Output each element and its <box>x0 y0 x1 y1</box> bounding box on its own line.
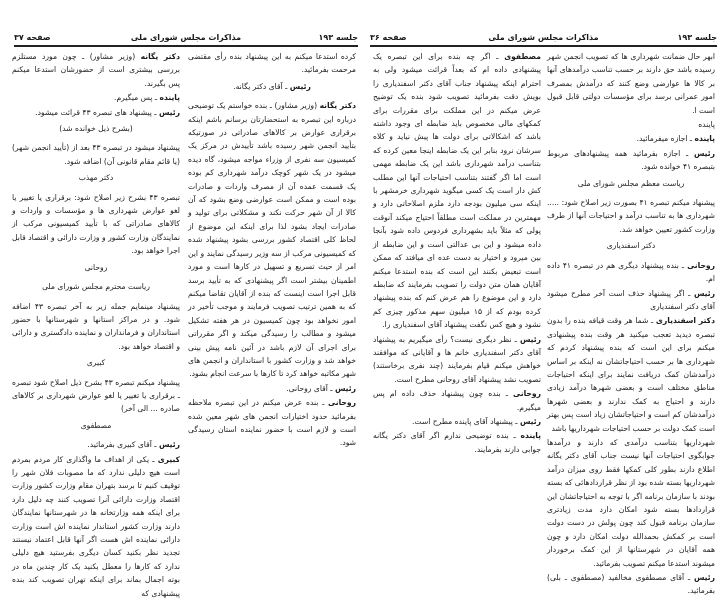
paragraph <box>373 415 541 428</box>
paragraph <box>547 132 715 145</box>
speaker-name: رئیس <box>693 288 715 298</box>
paragraph <box>188 80 356 93</box>
paragraph <box>12 280 180 293</box>
paragraph <box>547 239 715 252</box>
paragraph-text: (بشرح ذیل خوانده شد) <box>59 124 133 134</box>
paragraph-text: روحانی <box>84 262 108 272</box>
paragraph <box>547 314 715 435</box>
paragraph-text: ـ آقای مصطفوی مخالفید (مصطفوی ـ بلی) بفرمائید. <box>547 573 715 596</box>
paragraph-text: ـ شما هر وقت قیافه بنده را بدون تبصره دیدید تعجب میکنید هر وقت بنده پیشنهادی میکنم برای این است که بنده پیشنهاد کردم که شهرداری ها بر حسب احتیاجاتشان نه اینکه بر اساس درآمدشان کمک دریافت نمایند برای اینکه احتیاجات مناطق مختلف است و بعضی شهرها درآمد زیادی دارند و احتیاج به کمک ندارند و بعضی شهرها درآمدشان کم است و احتیاجاتشان زیاد است پس بهتر است کمک دولت بر حسب احتیاجات شهرداریها باشد <box>547 316 715 433</box>
paragraph-text: ـ پیشنهاد های تبصره ۴۳ قرائت میشود. <box>35 107 157 117</box>
paragraph <box>547 118 715 131</box>
speaker-name: رئیس <box>519 334 541 344</box>
running-title: مذاکرات مجلس شورای ملی <box>488 33 599 42</box>
speaker-name: پاینده <box>694 134 715 144</box>
paragraph <box>12 300 180 354</box>
speaker-name: رئیس <box>519 416 541 426</box>
paragraph-text: ـ اجازه میفرمائید. <box>636 134 693 144</box>
speaker-name: روحانی <box>513 389 541 399</box>
paragraph <box>373 387 541 414</box>
paragraph <box>547 50 715 117</box>
paragraph <box>12 419 180 432</box>
header-rule <box>14 45 358 47</box>
paragraph <box>547 571 715 598</box>
paragraph-text: ـ آقای روحانی. <box>286 383 333 393</box>
right-page <box>362 0 725 600</box>
paragraph-text: ـ نظر دیگری نیست؟ رأی میگیریم به پیشنهاد آقای دکتر اسفندیاری خانم ها و آقایانی که موافقند خواهش میکنم قیام بفرمایند (چند نفری برخاستند) تصویب نشد پیشنهاد آقای روحانی مطرح است. <box>373 334 541 384</box>
paragraph <box>12 50 180 90</box>
text-column <box>188 50 356 595</box>
paragraph-text: (وزیر مشاور) ـ چون مورد مستلزم بررسی بیشتری است از حضورشان استدعا میکنم پس بگیرند. <box>12 52 180 88</box>
speaker-name: رئیس <box>334 383 356 393</box>
paragraph-text: ـ اگر چه بنده برای این تبصره یک پیشنهادی داده ام که بعداً قرائت میشود ولی به احترام اینکه پیشنهاد جناب آقای دکتر اسفندیاری را بویش دقت بفرمائید تصویب شود بنده یک توضیح عرض میکنم در این مملکت برای مقررات برای کمکهای مالی مخصوص باید ضابطه ای وجود داشته باشد که اشکالاتی برای دولت ها پیش نیاید و کلاه سرشان نرود بنابر این یک ضابطه اینجا معین کرده که بتناسب درآمد شهرداری باشد این یک ضابطه مهمی است اما اگر گفتند بتناسب احتیاجات آنها این مطلب کش دار است یک کسی میگوید شهرداری خرمشهر با اینکه سی میلیون بودجه دارد ملزم اصلاحاتی دارد و مهمترین در مملکت است مطلقاً احتیاج میکند آنوقت پولی که مثلاً باید بشهرداری فردوس داده شود بآنجا داده میشود و این بی عدالتی است و این ضابطه از بین میرود و اختیار به دست عده ای میافتد که ممکن است تبعیض بکنند این است که بنده استدعا میکنم آقایان همان متن دولت را تصویب بفرمایند که ضابطه دارد و این موضوع را هم عرض کنم که بنده پیشنهاد کرده بودم که از ۱۵ میلیون سهم مذکور چیزی کم نشود و هیچ کس نگفت پیشنهاد آقای اسفندیاری را. <box>373 52 541 330</box>
paragraph-text: ریاست معظم مجلس شورای ملی <box>577 178 685 188</box>
paragraph <box>12 453 180 600</box>
paragraph <box>373 50 541 332</box>
paragraph <box>12 141 180 168</box>
speaker-name: روحانی <box>328 398 356 408</box>
page-header <box>370 33 717 45</box>
speaker-name: مصطفوی <box>504 52 541 61</box>
page-number: صفحه ۳۶ <box>370 33 407 42</box>
paragraph <box>547 177 715 190</box>
paragraph-text: ـ پس میگیرم. <box>114 93 158 103</box>
paragraph-text: ـ پیشنهاد آقای پاینده مطرح است. <box>412 416 518 426</box>
speaker-name: رئیس <box>158 107 180 117</box>
paragraph <box>12 191 180 258</box>
speaker-name: رئیس <box>693 148 715 158</box>
paragraph <box>188 382 356 395</box>
paragraph-text: ـ اجازه بفرمائید همه پیشنهادهای مربوط بتبصره ۴۱ خوانده شود. <box>547 148 715 172</box>
paragraph <box>188 396 356 450</box>
speaker-name: کبیری <box>157 454 180 464</box>
paragraph-text: ـ آقای کبیری بفرمائید. <box>87 440 157 450</box>
paragraph-text: ـ یکی از اهداف ما واگذاری کار مردم بمردم است هیچ دلیلی ندارد که ما مصوبات فلان شهر را توقیف کنیم تا برسد بتهران مقام وزارت کشور وزارت اقتصاد وزارت دارائی آنرا تصویب کنند چه دلیل دارد برای اینکه همه وزارتخانه ها در شهرستانها نمایندگان دارند وزارت کشور استاندار نماینده اش است وزارت دارائی نماینده اش هست اگر آنها قابل اعتماد نیستند تجدید نظر بکنید کسان دیگری بفرستید هیچ دلیلی ندارد که کارها را معطل بکنید یک کار چندین ماه در بوته اجمال بماند برای اینکه تهران تصویب کند بنده پیشنهادی که <box>12 454 180 598</box>
paragraph-text: ـ بنده پیشنهاد دیگری هم در تبصره ۴۱ داده ام. <box>547 260 715 284</box>
paragraph-text: ـ بنده توضیحی ندارم اگر آقای دکتر یگانه جوابی دارند بفرمایند. <box>373 431 541 454</box>
speaker-name: پاینده <box>159 93 180 103</box>
paragraph-text: کرده استدعا میکنم به این پیشنهاد بنده رأی مقتضی مرحمت بفرمائید. <box>188 52 356 75</box>
text-column <box>12 50 180 598</box>
paragraph-text: ـ بنده عرض میکنم در این تبصره ملاحظه بفرمائید حدود اختیارات انجمن های شهر معین شده است و لازم است با حضور نماینده استان رسیدگی شود. <box>188 398 356 448</box>
paragraph-text: دکتر مهذب <box>78 173 114 183</box>
speaker-name: دکتر یگانه <box>319 101 357 111</box>
paragraph-text: پیشنهاد میشود در تبصره ۴۳ بعد از (تأیید انجمن شهر) (یا قائم مقام قانونی آن) اضافه شود. <box>12 143 180 166</box>
paragraph <box>547 259 715 286</box>
left-page <box>0 0 362 600</box>
header-rule <box>370 45 717 47</box>
paragraph <box>12 438 180 451</box>
paragraph-text: ـ آقای دکتر یگانه. <box>233 81 288 91</box>
speaker-name: روحانی <box>687 260 716 270</box>
speaker-name: دکتر یگانه <box>140 52 180 61</box>
speaker-name: رئیس <box>158 440 180 450</box>
text-column <box>547 50 716 596</box>
paragraph-text: ریاست محترم مجلس شورای ملی <box>42 282 150 292</box>
paragraph <box>547 436 715 570</box>
text-column <box>373 50 541 550</box>
paragraph-text: تبصره ۴۳ بشرح زیر اصلاح شود: برقراری یا تغییر یا لغو عوارض شهرداری ها و مؤسسات و واردات و کالاهای صادراتی که با تأیید کمیسیونی مرکب از نمایندگان وزارت کشور و وزارت دارائی و اقتصاد قابل اجرا خواهد بود. <box>12 192 180 256</box>
paragraph-text: دکتر اسفندیاری <box>606 241 656 251</box>
running-title: مذاکرات مجلس شورای ملی <box>130 33 242 42</box>
paragraph <box>547 287 715 314</box>
speaker-name: دکتر اسفندیاری <box>655 316 715 326</box>
page-number: صفحه ۳۷ <box>14 33 51 42</box>
paragraph <box>373 429 541 456</box>
paragraph <box>12 122 180 135</box>
speaker-name: رئیس <box>693 573 715 583</box>
paragraph-text: پاینده <box>698 120 715 130</box>
speaker-name: پاینده <box>520 431 541 441</box>
paragraph-text: ـ اگر پیشنهاد حذف است آخر مطرح میشود آقای دکتر اسفندیاری <box>547 288 715 311</box>
paragraph-text: پیشنهاد میکنم تبصره ۴۱ بصورت زیر اصلاح شود: ..... شهرداری ها به تناسب درآمد و احتیاجات آنها از طرف وزارت کشور تعیین خواهد شد. <box>547 198 715 234</box>
paragraph <box>12 171 180 184</box>
paragraph-text: پیشنهاد میکنم تبصره ۴۳ بشرح ذیل اصلاح شود تبصره ـ برقراری یا تغییر یا لغو عوارض شهرداری بر کالاهای صادره ... الی آخر) <box>12 377 180 414</box>
paragraph-text: کبیری <box>86 358 106 368</box>
session-number: جلسه ۱۹۳ <box>677 33 717 42</box>
paragraph <box>12 261 180 274</box>
paragraph <box>12 106 180 119</box>
paragraph <box>12 376 180 416</box>
paragraph <box>12 356 180 369</box>
paragraph-text: شهرداریها بتناسب درآمدی که دارند و درآمدها جوابگوی احتیاجات آنها نیست جناب آقای دکتر یگانه اطلاع دارند بطور کلی کمکها فقط روی میزان درآمد شهرداریها بسته شده بود از نظر قراردادهائی که بسته بودند با سازمان برنامه اگر با توجه به احتیاجاتشان این قراردادها بسته شود امکان دارد مدت زیادتری سازمان برنامه قبول کند چون پولش در دست دولت است بر کمکش بحمدالله دولت امکان دارد و چون همه آقایان در شهرستانها از این کمک برخوردار میشوند استدعا میکنم تصویب بفرمائید. <box>547 437 715 568</box>
paragraph-text: (وزیر مشاور) ـ بنده خواستم یک توضیحی درباره این تبصره به استحضارتان برسانم باشم اینکه برقراری عوارض بر کالاهای صادراتی در صورتیکه بتأیید انجمن شهر رسیده باشد تأییدش در مرکز یک کمیسیون سه نفری از وزراء مواجه میشود، گاه دیده میشود در یک شهر کوچک درآمد شهرداری کم بوده یک قسمت عمده آن از مصرف واردات و صادرات بوده است و ممکن است عوارضی وضع بشود که آن کالا از آن شهر حرکت نکند و مشکلاتی برای تولید و صادرات ایجاد بشود لذا برای اینکه این موضوع از لحاظ کلی اقتصاد کشور بررسی بشود پیشنهاد شده که کمیسیونی مرکب از سه وزیر رسیدگی نمایند و این امر از حیث تسریع و تسهیل در کارها است و مورد اطمینان بیشتر است اگر پیشنهادی که به تأیید برسد قابل اجرا است اینست که بنده از آقایان تقاضا میکنم که به همین ترتیب تصویب فرمایند و موجب تأخیر در امور نخواهد بود چون کمیسیون در هر هفته تشکیل میشود و مطالب را رسیدگی میکند و اگر مقرراتی برای اجرای آن لازم باشد در آئین نامه پیش بینی خواهد شد و وزارت کشور با استانداران و انجمن های شهر مکاتبه خواهد کرد تا کارها با سرعت انجام بشود. <box>188 101 356 379</box>
paragraph-text: ابهر حال ضمانت شهرداری ها که تصویب انجمن شهر رسیده باشد حق دارند بر حسب تناسب درآمدهای آنها بر کالا ها عوارضی وضع کنند که درآمدش بمصرف امور عمرانی برسد برای مؤسسات دولتی قابل قبول است ا. <box>547 52 715 115</box>
paragraph-text: مصطفوی <box>80 420 112 430</box>
paragraph <box>373 333 541 387</box>
paragraph <box>547 147 715 174</box>
paragraph <box>188 50 356 77</box>
paragraph <box>188 99 356 381</box>
page-header <box>14 33 358 45</box>
paragraph-text: ـ بنده چون پیشنهاد حذف داده ام پس میگیرم. <box>373 389 541 412</box>
speaker-name: رئیس <box>289 81 311 91</box>
session-number: جلسه ۱۹۳ <box>318 33 358 42</box>
paragraph <box>12 91 180 104</box>
paragraph-text: پیشنهاد مینمایم جمله زیر به آخر تبصره ۴۳ اضافه شود. و در مراکز استانها و شهرستانها با حضور استانداران و فرمانداران و نماینده دادگستری و دارائی و اقتصاد خواهد بود. <box>12 301 180 351</box>
paragraph <box>547 196 715 236</box>
